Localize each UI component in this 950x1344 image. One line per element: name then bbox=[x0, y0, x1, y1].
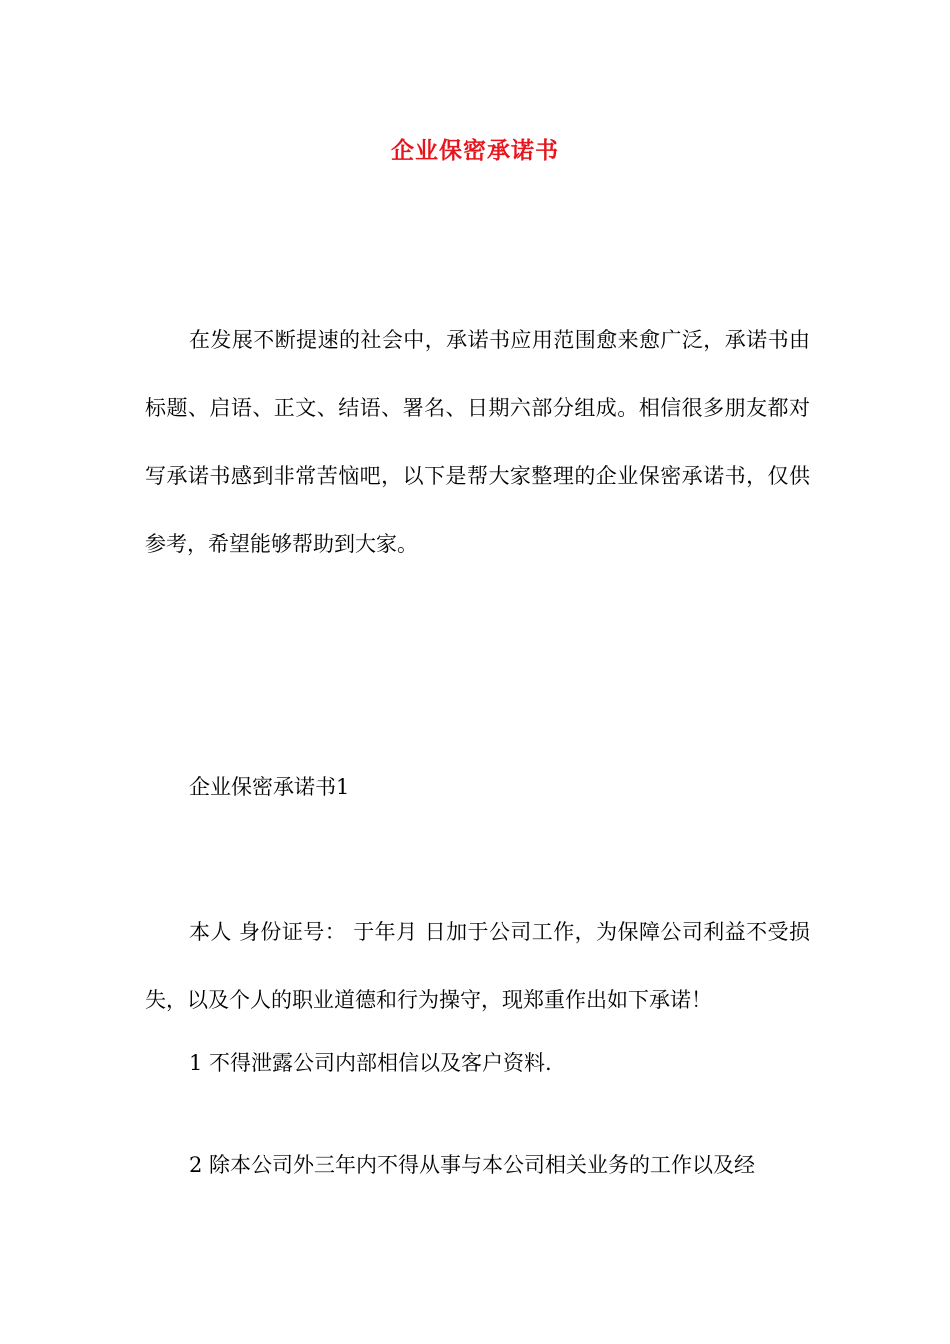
section-heading: 企业保密承诺书1 bbox=[189, 775, 350, 799]
intro-paragraph: 在发展不断提速的社会中，承诺书应用范围愈来愈广泛，承诺书由标题、启语、正文、结语、署名、日期六部分组成。相信很多朋友都对写承诺书感到非常苦恼吧，以下是帮大家整理的企业保密承诺书，仅供参考，希望能够帮助到大家。 bbox=[145, 328, 810, 556]
pledge-paragraph: 本人 身份证号： 于年月 日加于公司工作，为保障公司利益不受损失，以及个人的职业道德和行为操守，现郑重作出如下承诺！ bbox=[145, 920, 810, 1012]
pledge-item-1: 1 不得泄露公司内部相信以及客户资料. bbox=[189, 1051, 552, 1075]
document-title: 企业保密承诺书 bbox=[391, 137, 559, 164]
pledge-item-2: 2 除本公司外三年内不得从事与本公司相关业务的工作以及经 bbox=[189, 1153, 756, 1177]
